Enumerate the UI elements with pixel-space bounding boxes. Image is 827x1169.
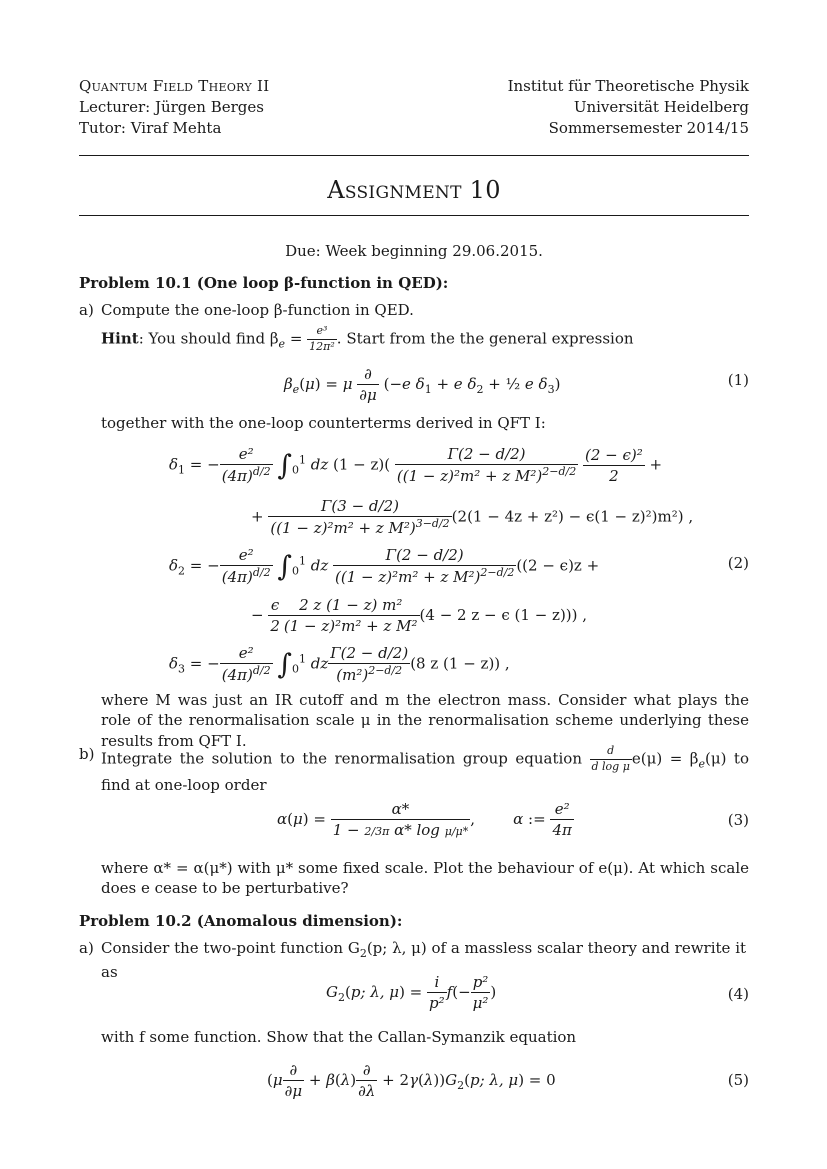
due-date: Due: Week beginning 29.06.2015. bbox=[285, 242, 543, 260]
semester: Sommersemester 2014/15 bbox=[548, 119, 749, 137]
part-text: Compute the one-loop β-function in QED. bbox=[101, 301, 414, 319]
part-text: together with the one-loop counterterms derived in QFT I: bbox=[101, 414, 546, 432]
equation-4: $G_2(p$; λ, μ) = $\frac{i}{\text{p²}}$ f(− $\frac{\text{p²}}{\text{μ²}}$ ) bbox=[326, 973, 497, 1013]
equation-5: (μ $\frac{\partial}{\partial\mu}$ + β(λ) $\frac{\partial}{\partial\lambda}$ + $2\gamma(\lambda))G_2(p$; λ, μ) = 0 bbox=[267, 1061, 556, 1101]
top-rule bbox=[79, 155, 749, 156]
equation-2-delta1-cont: + $\frac{\Gamma(3 - d/2)}{((1 - z)^2m^2 + z M^2)^{3-d/2}}$ (2(1 − 4z + z²) − ϵ(1 − z)²)m²) , bbox=[251, 497, 694, 538]
equation-3: α(μ) = $\frac{\alpha*}{\text{1 − 2/3π α* log μ/μ*}}$ , α := $\frac{\text{e²}}{4\pi}$ bbox=[277, 800, 572, 840]
title-rule bbox=[79, 215, 749, 216]
equation-1: $\beta_e(\mu) = \mu$ $\frac{\partial}{\partial\mu}$ (−e $\delta_1 + e$ $\delta_2$ + ½ e $\delta_3$) bbox=[284, 365, 561, 405]
hint-text: : You should find β bbox=[138, 329, 279, 348]
equation-number: (2) bbox=[727, 554, 749, 572]
tutor: Tutor: Viraf Mehta bbox=[79, 119, 222, 137]
part-text-b: e(μ) = β bbox=[631, 749, 699, 768]
hint-text-2: . Start from the the general expression bbox=[336, 329, 634, 348]
page bbox=[79, 0, 749, 1169]
part-text: where α* = α(μ*) with μ* some fixed scale. Plot the behaviour of e(μ). At which scale does e cease to be perturbative? bbox=[101, 859, 749, 898]
equation-number: (4) bbox=[727, 985, 749, 1003]
institute: Institut für Theoretische Physik bbox=[507, 77, 749, 95]
header-left bbox=[79, 76, 409, 139]
part-text-a: Integrate the solution to the renormalisation group equation bbox=[101, 749, 582, 768]
problem-heading: Problem 10.2 (Anomalous dimension): bbox=[79, 912, 403, 930]
equation-2-delta1: $\delta_1$ = − $\frac{\text{e²}}{(4\pi)^{d/2}}$ $\int_0^1$ dz (1 − z)( $\frac{\Gamma(2 - d/2)}{((1 - z)^2m^2 + z M^2)^{2-d/2}}$ $\frac{\text{(2 − ϵ)²}}{2}$ + bbox=[169, 445, 663, 486]
part-label: b) bbox=[79, 745, 95, 763]
part-text-a: Consider the two-point function G bbox=[101, 939, 360, 957]
equation-number: (1) bbox=[727, 371, 749, 389]
part-text: where M was just an IR cutoff and m the electron mass. Consider what plays the role of the renormalisation scale μ in the renormalisation scheme underlying these results from QFT I. bbox=[101, 691, 749, 750]
hint-label: Hint bbox=[101, 329, 139, 348]
part-text: Consider the two-point function $G_2(p$; λ, μ) of a massless scalar theory and rewrite it as bbox=[101, 939, 747, 981]
equation-2-delta2-cont: − $\frac{\epsilon}{2}$ $\frac{\text{2 z (1 − z) m²}}{\text{(1 − z)²m² + z M²}}$ (4 − 2 z − ϵ (1 − z))) , bbox=[251, 596, 588, 636]
part-label: a) bbox=[79, 301, 94, 319]
equation-number: (5) bbox=[727, 1071, 749, 1089]
equation-2-delta3: $\delta_3$ = − $\frac{\text{e²}}{(4\pi)^{d/2}}$ $\int_0^1$ dz $\frac{\Gamma(2 - d/2)}{(m^2)^{2-d/2}}$ (8 z (1 − z)) , bbox=[169, 644, 510, 685]
part-text-c: (μ) to find at one-loop order bbox=[101, 749, 749, 794]
part-text-b: (p; λ, μ) of a massless scalar theory and rewrite it as bbox=[101, 939, 747, 981]
assignment-title: Assignment 10 bbox=[327, 176, 501, 204]
part-label: a) bbox=[79, 939, 94, 957]
university: Universität Heidelberg bbox=[573, 98, 749, 116]
equation-number: (3) bbox=[727, 811, 749, 829]
lecturer: Lecturer: Jürgen Berges bbox=[79, 98, 264, 116]
equation-2-delta2: $\delta_2$ = − $\frac{\text{e²}}{(4\pi)^{d/2}}$ $\int_0^1$ dz $\frac{\Gamma(2 - d/2)}{((1 - z)^2m^2 + z M^2)^{2-d/2}}$ ((2 − ϵ)z + bbox=[169, 546, 600, 587]
problem-heading: Problem 10.1 (One loop β-function in QED): bbox=[79, 274, 449, 292]
hint-line: Hint: You should find $\beta_e$ = $\frac{\text{e³}}{\text{12π²}}$ . Start from the the general expression bbox=[101, 324, 634, 353]
part-text: Integrate the solution to the renormalisation group equation $\frac{d}{\text{d log μ}}$ $e(\mu) = \beta_e(\mu)$ to find at one-loop order bbox=[101, 744, 749, 794]
part-text: with f some function. Show that the Callan-Symanzik equation bbox=[101, 1028, 577, 1046]
header-right bbox=[419, 76, 749, 139]
course-name: Quantum Field Theory II bbox=[79, 77, 270, 95]
